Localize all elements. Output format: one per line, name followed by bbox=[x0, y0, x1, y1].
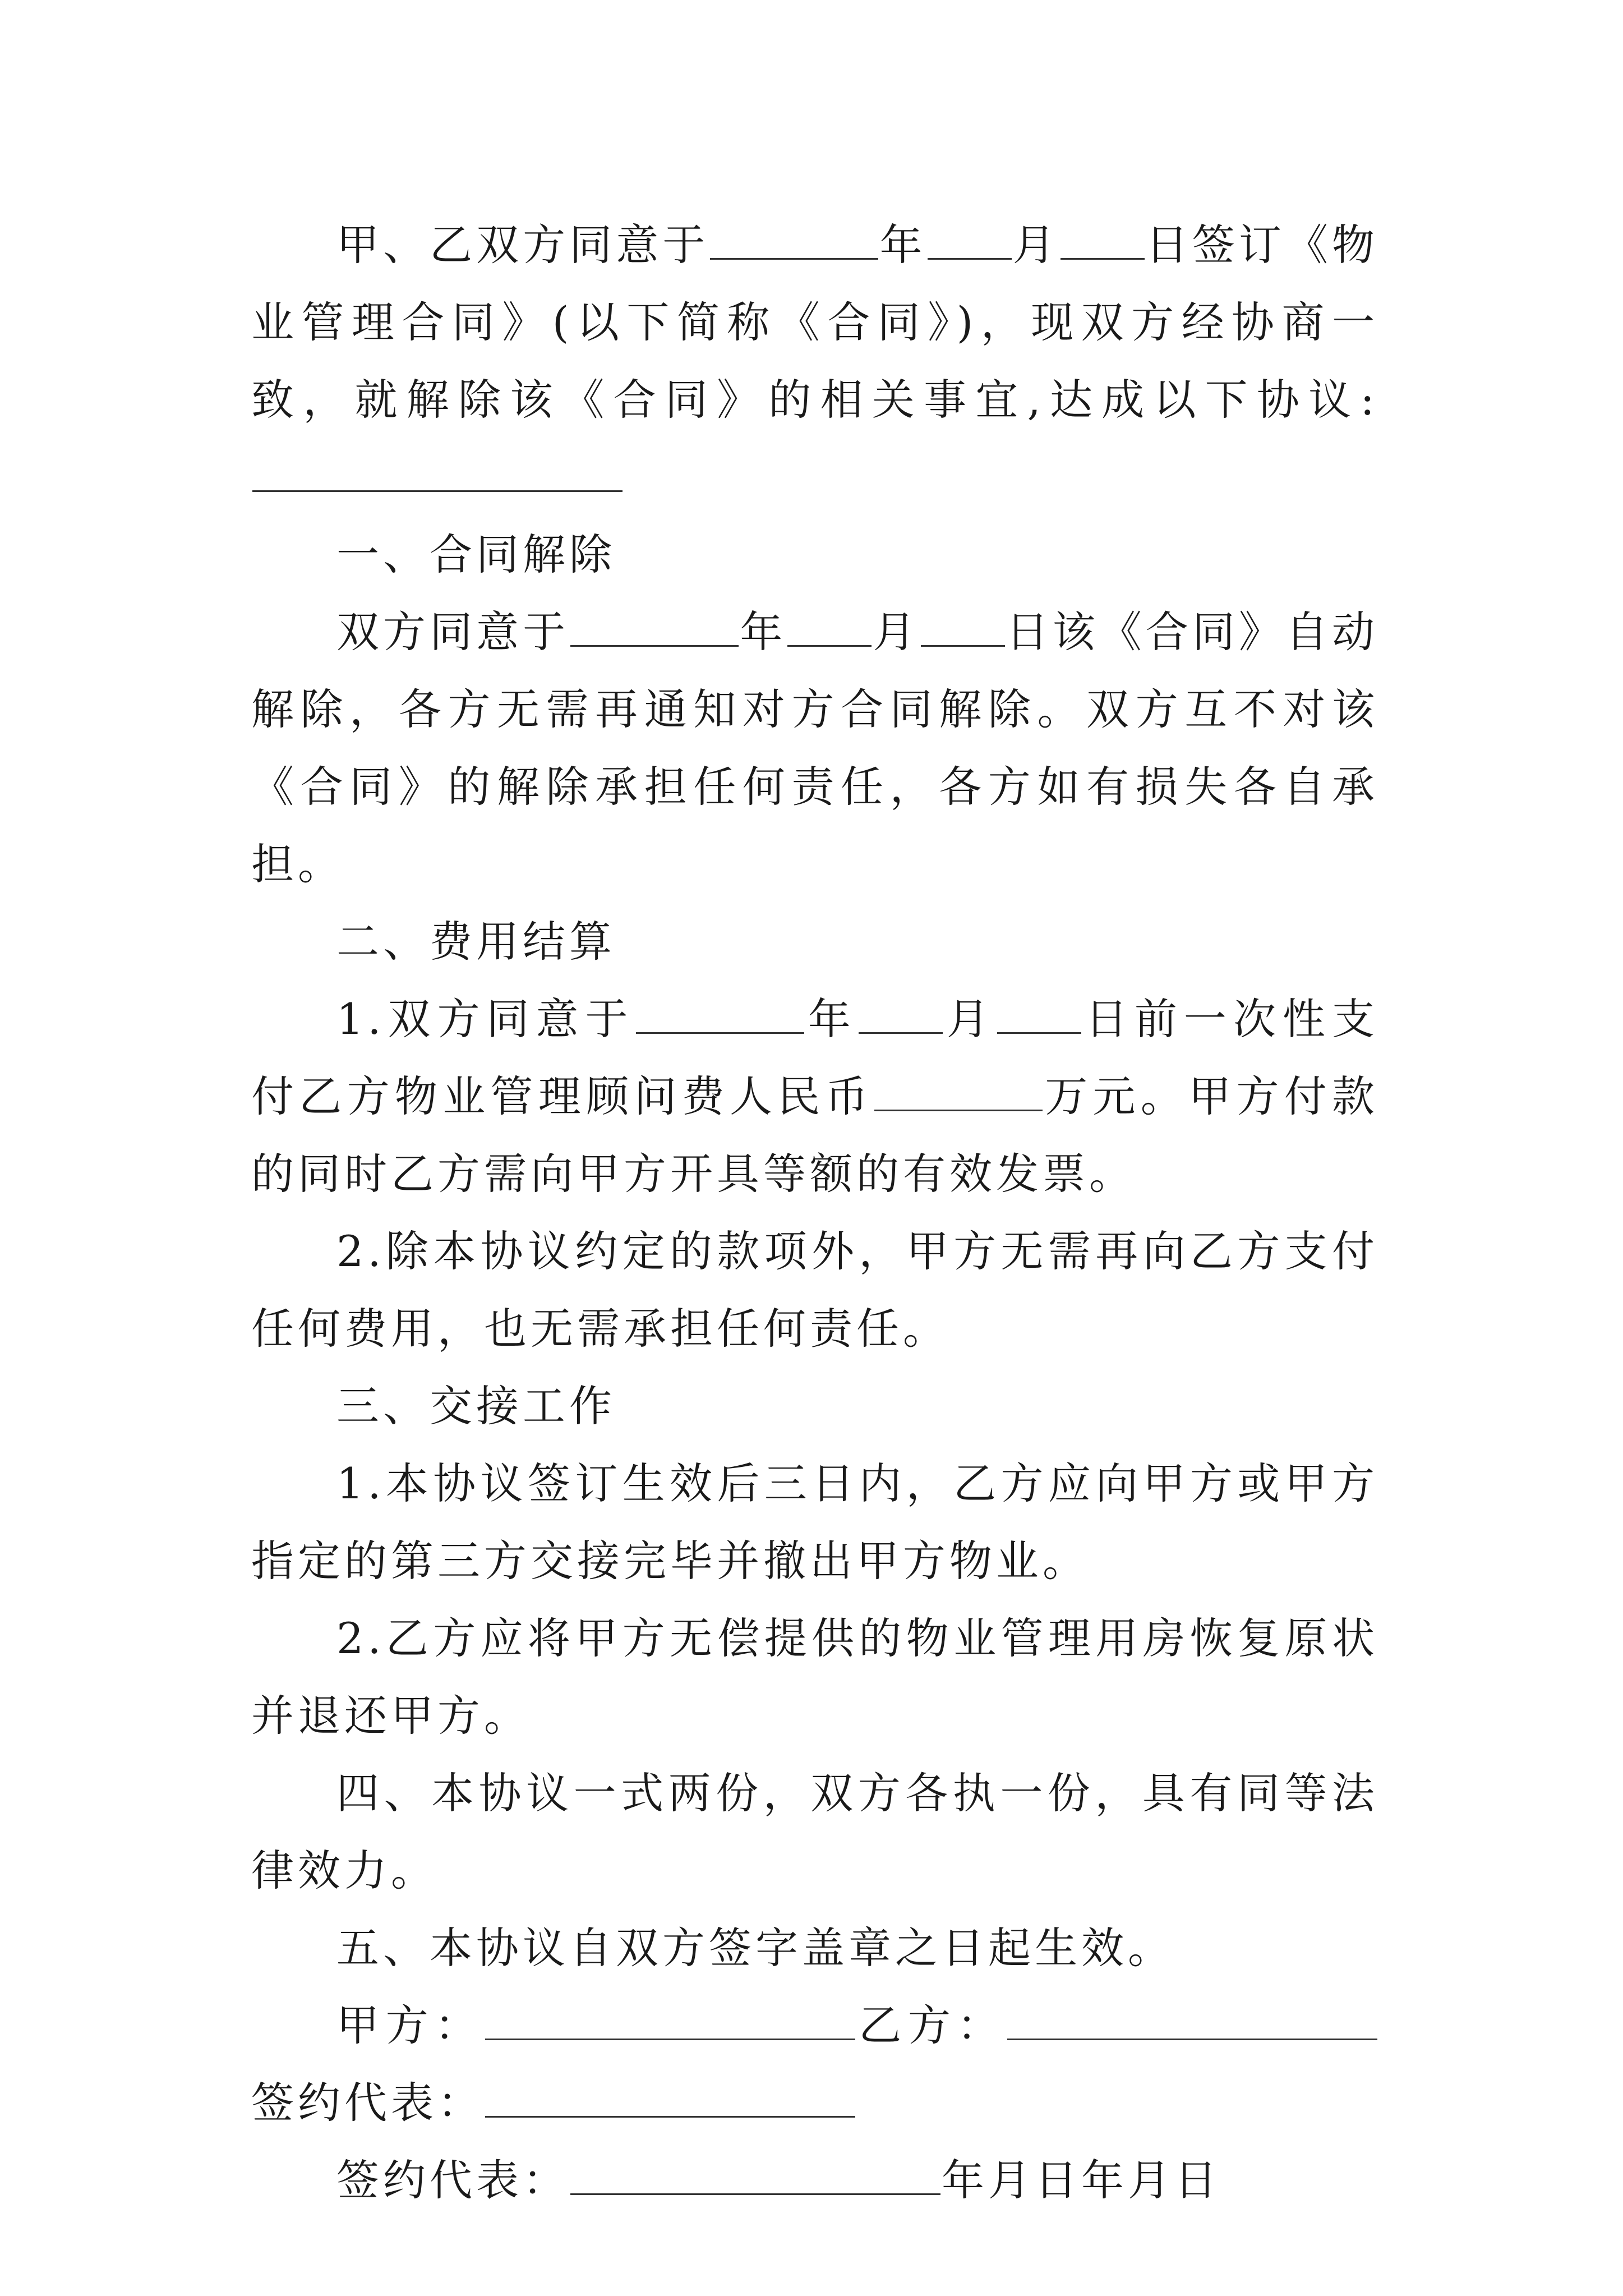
effective-clause: 五、本协议自双方签字盖章之日起生效。 bbox=[336, 1923, 1174, 1973]
amount-blank bbox=[874, 1076, 1043, 1111]
settlement-text-b: 年 bbox=[805, 994, 857, 1044]
month-blank bbox=[859, 999, 943, 1034]
year-blank bbox=[570, 611, 739, 647]
settlement-paragraph-1 bbox=[251, 981, 1378, 1213]
month-blank bbox=[928, 224, 1012, 260]
termination-text-b: 年 bbox=[740, 607, 787, 657]
intro-text-d: 日签订《物业管理合同》(以下简称《合同》)，现双方经协商一致，就解除该《合同》的相关事宜,达成以下协议: bbox=[251, 220, 1379, 425]
copies-clause: 四、本协议一式两份，双方各执一份，具有同等法律效力。 bbox=[251, 1768, 1378, 1895]
settlement-text-e: 万元。甲方付款的同时乙方需向甲方开具等额的有效发票。 bbox=[251, 1071, 1379, 1199]
section-heading-termination: 一、合同解除 bbox=[336, 530, 616, 579]
agreement-blank bbox=[252, 457, 623, 492]
day-blank bbox=[1061, 224, 1145, 260]
signature-paragraph-2 bbox=[251, 2142, 1378, 2219]
termination-text-d: 日该《合同》自动解除，各方无需再通知对方合同解除。双方互不对该《合同》的解除承担任何责任，各方如有损失各自承担。 bbox=[251, 607, 1379, 889]
settlement-paragraph-2: 2.除本协议约定的款项外，甲方无需再向乙方支付任何费用，也无需承担任何责任。 bbox=[251, 1226, 1378, 1354]
intro-text-b: 年 bbox=[879, 220, 926, 270]
section-heading-handover: 三、交接工作 bbox=[336, 1381, 616, 1431]
year-blank bbox=[636, 999, 804, 1034]
representative-blank-b bbox=[570, 2160, 940, 2195]
date-placeholders: 年月日年月日 bbox=[942, 2155, 1221, 2205]
termination-text-c: 月 bbox=[873, 607, 920, 657]
termination-text-a: 双方同意于 bbox=[336, 607, 570, 657]
settlement-text-d: 日前一次性支付乙方物业管理顾问费人民币 bbox=[251, 994, 1379, 1121]
party-b-blank bbox=[1007, 2005, 1377, 2040]
section-heading-settlement: 二、费用结算 bbox=[336, 917, 616, 967]
handover-paragraph-1: 1.本协议签订生效后三日内，乙方应向甲方或甲方指定的第三方交接完毕并撤出甲方物业。 bbox=[251, 1458, 1378, 1586]
intro-paragraph bbox=[251, 206, 1378, 516]
party-b-label: 乙方： bbox=[856, 2000, 1007, 2050]
year-blank bbox=[710, 224, 878, 260]
intro-text-a: 甲、乙双方同意于 bbox=[336, 220, 709, 270]
termination-paragraph bbox=[251, 593, 1378, 903]
representative-blank-a bbox=[485, 2082, 855, 2118]
day-blank bbox=[921, 611, 1005, 647]
settlement-text-c: 月 bbox=[943, 994, 996, 1044]
signature-paragraph-1 bbox=[251, 1987, 1378, 2142]
representative-label-a: 签约代表： bbox=[251, 2078, 484, 2128]
party-a-blank bbox=[485, 2005, 855, 2040]
intro-text-c: 月 bbox=[1012, 220, 1059, 270]
party-a-label: 甲方： bbox=[336, 2000, 484, 2050]
handover-paragraph-2: 2.乙方应将甲方无偿提供的物业管理用房恢复原状并退还甲方。 bbox=[251, 1613, 1378, 1741]
agreement-body bbox=[251, 206, 1378, 2219]
representative-label-b: 签约代表： bbox=[336, 2155, 569, 2205]
month-blank bbox=[787, 611, 872, 647]
day-blank bbox=[997, 999, 1081, 1034]
settlement-text-a: 1.双方同意于 bbox=[336, 994, 635, 1044]
